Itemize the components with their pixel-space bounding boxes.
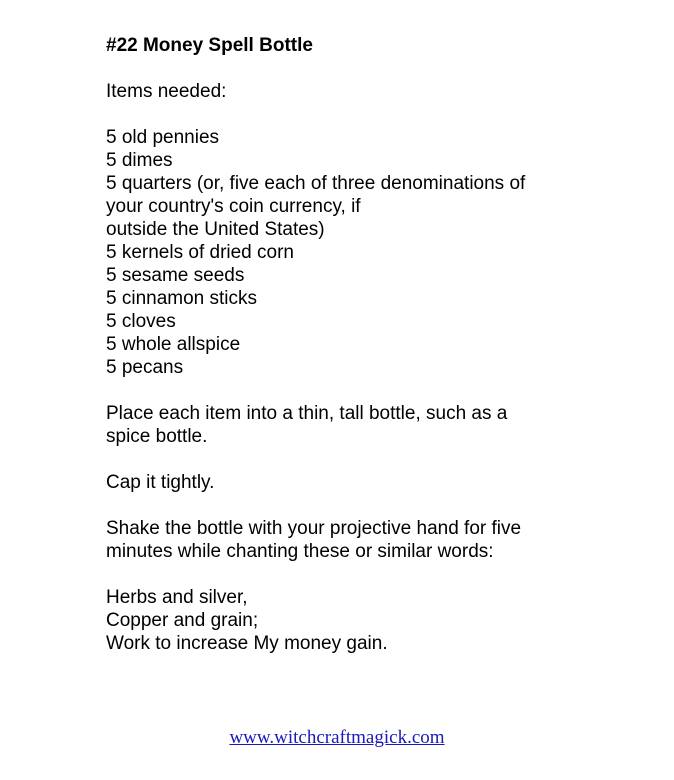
instruction-line: Place each item into a thin, tall bottle, such as a — [106, 403, 508, 424]
instruction-place-items — [106, 402, 626, 448]
list-item: 5 kernels of dried corn — [106, 242, 294, 263]
list-item: 5 cloves — [106, 311, 176, 332]
list-item: 5 pecans — [106, 357, 184, 378]
items-heading: Items needed: — [106, 81, 227, 102]
footer — [0, 727, 674, 749]
chant-line: Copper and grain; — [106, 610, 259, 631]
instruction-line: minutes while chanting these or similar words: — [106, 541, 494, 562]
items-list — [106, 126, 626, 379]
list-item: 5 cinnamon sticks — [106, 288, 258, 309]
instruction-line: Shake the bottle with your projective hand for five — [106, 518, 522, 539]
document-title: #22 Money Spell Bottle — [106, 35, 313, 56]
instruction-shake — [106, 517, 626, 563]
document-body — [106, 34, 626, 678]
list-item: 5 old pennies — [106, 127, 220, 148]
chant-line: Herbs and silver, — [106, 587, 248, 608]
list-item: 5 whole allspice — [106, 334, 241, 355]
list-item: 5 sesame seeds — [106, 265, 245, 286]
list-item: your country's coin currency, if — [106, 196, 361, 217]
list-item: 5 quarters (or, five each of three denominations of — [106, 173, 526, 194]
chant-line: Work to increase My money gain. — [106, 633, 388, 654]
list-item: outside the United States) — [106, 219, 325, 240]
instruction-line: spice bottle. — [106, 426, 208, 447]
website-link[interactable]: www.witchcraftmagick.com — [229, 727, 445, 748]
instruction-cap: Cap it tightly. — [106, 472, 215, 493]
list-item: 5 dimes — [106, 150, 173, 171]
chant-verse — [106, 586, 626, 655]
